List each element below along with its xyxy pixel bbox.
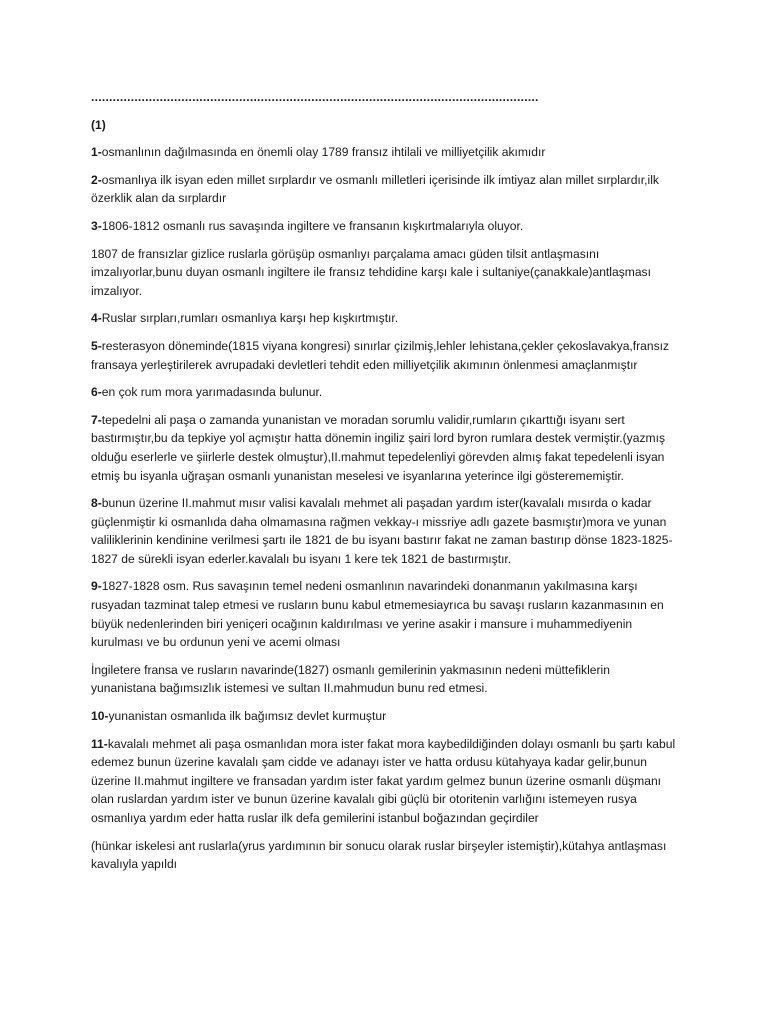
paragraph-list	[91, 143, 676, 874]
paragraph	[91, 143, 676, 162]
paragraph-number: 9-	[91, 579, 102, 594]
paragraph-number: 3-	[91, 218, 102, 233]
paragraph	[91, 577, 676, 651]
paragraph-text: en çok rum mora yarımadasında bulunur.	[101, 385, 323, 400]
paragraph-text: bunun üzerine II.mahmut mısır valisi kavalalı mehmet ali paşadan yardım ister(kavalalı mısırda o kadar güçlenmiştir ki osmanlıda daha olmamasına rağmen vekkay-ı missriye adlı gazete basmıştır)mora ve yunan valiliklerinin kendinine verilmesi şartı ile 1821 de bu isyanı bastırır fakat ne zaman bastırıp dönse 1823-1825-1827 de sürekli isyan ederler.kavalalı bu isyanı 1 kere tek 1821 de bastırmıştır.	[91, 496, 673, 566]
paragraph	[91, 309, 676, 328]
paragraph-text: 1827-1828 osm. Rus savaşının temel nedeni osmanlının navarindeki donanmanın yakılmasına karşı rusyadan tazminat talep etmesi ve rusların bunu kabul etmemesiayrıca bu savaşı rusların kazanmasının en büyük nedenlerinden biri yeniçeri ocağının kaldırılması ve yerine asakir i mansure i muhammediyenin kurulması ve bu ordunun yeni ve acemi olması	[91, 579, 664, 650]
document-page	[91, 88, 676, 883]
paragraph-number: 11-	[91, 736, 108, 751]
paragraph-number: 7-	[91, 412, 102, 427]
paragraph	[91, 245, 676, 301]
paragraph	[91, 707, 676, 726]
paragraph-text: İngiletere fransa ve rusların navarinde(1827) osmanlı gemilerinin yakmasının nedeni müttefiklerin yunanistana bağımsızlık istemesi ve sultan II.mahmudun bunu red etmesi.	[91, 662, 610, 696]
paragraph	[91, 661, 676, 698]
paragraph-text: 1806-1812 osmanlı rus savaşında ingiltere ve fransanın kışkırtmalarıyla oluyor.	[101, 218, 524, 233]
paragraph	[91, 411, 676, 485]
paragraph-number: 4-	[91, 311, 102, 326]
paragraph-text: 1807 de fransızlar gizlice ruslarla görüşüp osmanlıyı parçalama amacı güden tilsit antlaşmasını imzalıyorlar,bunu duyan osmanlı ingiltere ile fransız tehdidine karşı kale i sultaniye(çanakkale)antlaşması imzalıyor.	[91, 246, 651, 298]
paragraph-number: 1-	[91, 145, 102, 160]
paragraph	[91, 735, 676, 828]
paragraph-number: 2-	[91, 172, 102, 187]
paragraph-number: 5-	[91, 338, 102, 353]
section-heading: (1)	[91, 117, 106, 132]
paragraph-text: Ruslar sırpları,rumları osmanlıya karşı hep kışkırtmıştır.	[101, 311, 399, 326]
paragraph	[91, 494, 676, 568]
dotted-separator: ............................................................................................................................	[91, 90, 539, 104]
paragraph-text: resterasyon döneminde(1815 viyana kongresi) sınırlar çizilmiş,lehler lehistana,çekler çekoslavakya,fransız fransaya yerleştirilerek avrupadaki devletleri tehdit eden milliyetçilik akımının önlenmesi amaçlanmıştır	[91, 338, 670, 372]
paragraph	[91, 171, 676, 208]
paragraph	[91, 837, 676, 874]
paragraph	[91, 383, 676, 402]
paragraph-text: yunanistan osmanlıda ilk bağımsız devlet kurmuştur	[108, 709, 387, 724]
paragraph	[91, 337, 676, 374]
paragraph	[91, 217, 676, 236]
paragraph-text: kavalalı mehmet ali paşa osmanlıdan mora ister fakat mora kaybedildiğinden dolayı osmanlı bu şartı kabul edemez bunun üzerine kavalalı şam cidde ve adanayı ister ve hatta ordusu kütahyaya kadar gelir,bunun üzerine II.mahmut ingiltere ve fransadan yardım ister fakat yardım gelmez bunun üzerine osmanlı düşmanı olan ruslardan yardım ister ve bunun üzerine kavalalı gibi güçlü bir otoritenin varlığını istemeyen rusya osmanlıya yardım eder hatta ruslar ilk defa gemilerini istanbul boğazından geçirdiler	[91, 736, 676, 825]
paragraph-number: 6-	[91, 385, 102, 400]
paragraph-text: tepedelni ali paşa o zamanda yunanistan ve moradan sorumlu validir,rumların çıkarttığı isyanı sert bastırmıştır,bu da tepkiye yol açmıştır hatta dönemin ingiliz şairi lord byron rumlara destek vermiştir.(yazmış olduğu eserlerle ve şiirlerle destek olmuştur),II.mahmut tepedelenliyi görevden almış fakat tepedelenli isyan etmiş bu isyanla uğraşan osmanlı yunanistan meselesi ve isyanlarına yeterince ilgi gösterememiştir.	[91, 412, 665, 483]
paragraph-text: osmanlının dağılmasında en önemli olay 1789 fransız ihtilali ve milliyetçilik akımıdır	[101, 145, 546, 160]
paragraph-text: (hünkar iskelesi ant ruslarla(yrus yardımının bir sonucu olarak ruslar birşeyler istemiştir),kütahya antlaşması kavalıyla yapıldı	[91, 838, 667, 872]
paragraph-number: 10-	[91, 709, 109, 724]
paragraph-text: osmanlıya ilk isyan eden millet sırplardır ve osmanlı milletleri içerisinde ilk imtiyaz alan millet sırplardır,ilk özerklik alan da sırplardır	[91, 172, 659, 206]
paragraph-number: 8-	[91, 496, 102, 511]
